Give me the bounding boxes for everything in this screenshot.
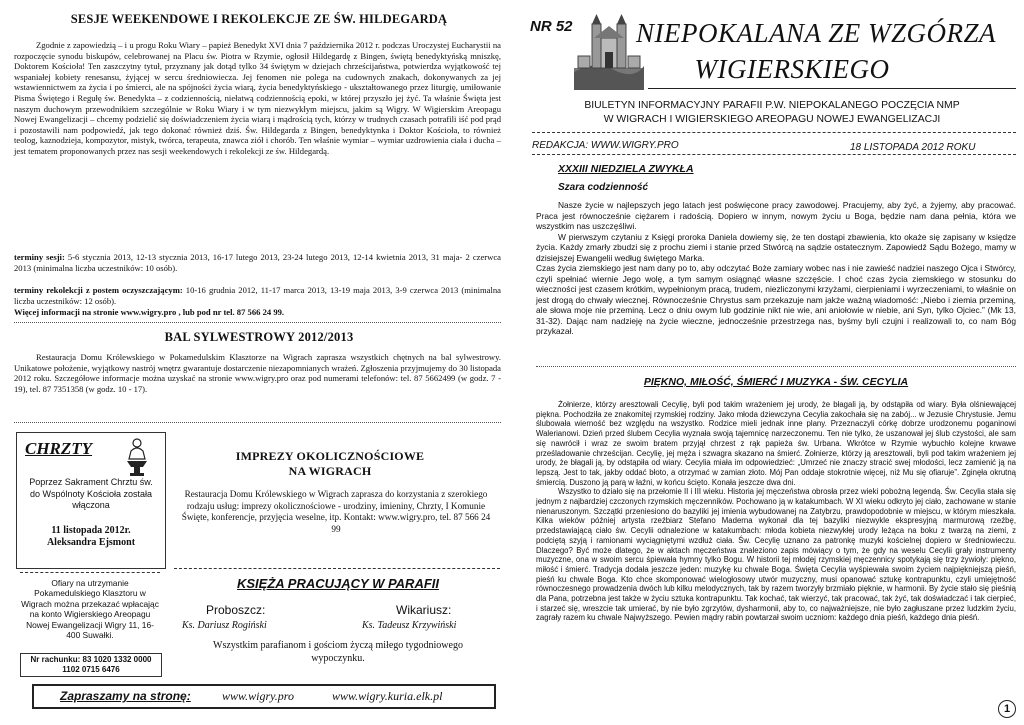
chrzty-title: CHRZTY (25, 439, 93, 458)
ksieza-greeting: Wszystkim parafianom i gościom życzą miłego tygodniowego wypoczynku. (213, 640, 463, 664)
sesje-title: SESJE WEEKENDOWE I REKOLEKCJE ZE ŚW. HILDEGARDĄ (70, 12, 448, 26)
sessions-label: terminy sesji: (14, 252, 65, 262)
cecylia-paragraph-1: Żołnierze, którzy aresztowali Cecylię, byli pod takim wrażeniem jej urody, że błagali ją, by odstąpiła od wiary. Była olśniewającej piękna. Pochodziła ze znakomitej rzymskiej rodziny. Jako młoda dziewczyna Cecylia zakochała się na zabój... w Jezusie Chrystusie. Jemu ślubowała wierność bez względu na wszystko. Rodzice mieli jednak inne plany. Przeznaczyli córkę dobrze urodzonemu poganinowi Walerianowi. Dzień przed ślubem Cecylia wyznała swoją tajemnicę narzeczonemu. Ten nie tylko, że uszanował jej ślub czystości, ale sam się nawrócił i wraz ze swoim bratem przyjął chrzest z rąk papieża św. Urbana. Wkrótce w Rzymie wybuchło kolejne krwawe prześladowanie chrześcijan. Cecylię, jej męża i szwagra skazano na śmierć. Żołnierze, którzy ją aresztowali, byli pod takim wrażeniem jej urody, że błagali ją, by odstąpiła od wiary. Cecylia miała im odpowiedzieć: „Umrzeć nie znaczy stracić swej młodości, lecz zamienić ją na lepszą. Jest to tak, jakby oddać błoto, a otrzymać w zamian złoto. Mój Pan oddaje stokrotnie więcej, niż Mu się ofiaruje”. Zginęła okrutną śmiercią. Duszono ją parą w łaźni, w końcu ścięto. Konała jeszcze dwa dni. (536, 400, 1016, 487)
niedziela-paragraph-2: W pierwszym czytaniu z Księgi proroka Daniela dowiemy się, że ten dostąpi zbawienia, kto okaże się zapisany w księdze życia. Każdy zmarły zbudzi się z prochu ziemi i stanie przed Stwórcą na sądzie ostatecznym. Zapowiedź Sądu Bożego, mamy w dzisiejszej Ewangelii według świętego Marka. (536, 231, 1016, 263)
cecylia-title: PIĘKNO, MIŁOŚĆ, ŚMIERĆ I MUZYKA - ŚW. CECYLIA (643, 376, 909, 388)
font-icon (121, 437, 153, 477)
divider (174, 568, 500, 569)
bal-body: Restauracja Domu Królewskiego w Pokamedulskim Klasztorze na Wigrach zaprasza wszystkich chętnych na bal sylwestrowy. Unikatowe położenie, wyjątkowy nastrój wnętrz gwarantuje dostarczenie niezapomnianych wrażeń. Zgłoszenia przyjmujemy do 30 listopada 2012 roku. Szczegółowe informacje można uzyskać na stronie www.wigry.pro oraz pod numerami telefonów: tel. 87 5662499 (w godz. 7 - 19), tel. 87 7351358 (w godz. 10 - 17). (14, 352, 501, 394)
retreat-label: terminy rekolekcji z postem oczyszczającym: (14, 285, 183, 295)
sesje-sessions (14, 252, 501, 273)
chrzty-date: 11 listopada 2012r. (51, 525, 131, 536)
sesje-body: Zgodnie z zapowiedzią – i u progu Roku Wiary – papież Benedykt XVI dnia 7 października 2012 r. podczas Uroczystej Eucharystii na rozpoczęcie synodu biskupów, celebrowanej na Placu św. Piotra w Rzymie, ogłosił Hildegardę z Bingen, świętą benedyktyńską mniszkę, Doktorem Kościoła! Ten zaszczytny tytuł, przyznany jak dotąd tylko 34 świętym w dziejach chrześcijaństwa, potwierdza wyjątkowość tej wspaniałej kobiety renesansu, żyjącej w sercu średniowiecza. Jej fenomen nie polega na cudownych znakach, dokonywanych za jej wstawiennictwem za życia i po śmierci, ale na spójności życia wiarą, życia benedyktyńskiego - ukształtowanego przez liturgię, umiłowanie Pisma Świętego i Regułę św. Benedykta – z codziennością, niełatwą codziennością epoki, w której przyszło jej żyć. Ta właśnie Święta jest naszym duchowym przewodnikiem szczególnie w Roku Wiary i w tym niezwykłym miejscu, jakim są Wigry. W Wigierskim Areopagu Nowej Ewangelizacji – chcemy podzielić się doświadczeniem życia wiarą i mądrością tych, którzy w trudnych czasach potrafili iść pod prąd i pozostawili nam podpowiedź, jak tego dokonać również dziś. Św. Hildegarda z Bingen, benedyktynka i Doktor Kościoła, to również teolog, kaznodzieja, kompozytor, mistyk, twórca, terapeuta, znawca ziół i chorób. Ten właśnie wymiar – wymiar uzdrowienia ciała i ducha – jest tematem proponowanych przez nas sesji weekendowych i rekolekcji ze św. Hildegardą. (14, 40, 501, 156)
niedziela-paragraph-3: Czas życia ziemskiego jest nam dany po to, aby odczytać Boże zamiary wobec nas i nie zawieść nadziei naszego Ojca i Stwórcy, czyli spełniać wiernie Jego wolę, a tym samym osiągnąć własne szczęście. I choć czas życia ziemskiego w stosunku do wieczności jest czasem krótkim, wypełnionym pracą, trudem, niezliczonymi krzyżami, cierpieniami i wyrzeczeniami, to właśnie on jest drogą do chwały wiecznej. Równocześnie Chrystus sam przekazuje nam jakże ważną wiadomość: „Niebo i ziemia przeminą, ale słowa moje nie przeminą. Lecz o dniu owym lub godzinie nikt nie wie, ani aniołowie w niebie, ani Syn, tylko Ojciec.” (Mk 13, 31-32). Dając nam nadzieję na życie wieczne, jednocześnie przestrzega nas, byśmy byli czujni i realizowali to, co nam Bóg przykazał. (536, 263, 1016, 336)
proboszcz-name: Ks. Dariusz Rogiński (182, 620, 267, 631)
redakcja: REDAKCJA: WWW.WIGRY.PRO (532, 140, 679, 151)
divider (536, 366, 1016, 367)
ofiary-account: Nr rachunku: 83 1020 1332 0000 1102 0715 6476 (20, 653, 162, 677)
issue-number: NR 52 (530, 18, 573, 35)
issue-date: 18 LISTOPADA 2012 ROKU (850, 142, 976, 153)
page-number: 1 (998, 700, 1016, 718)
niedziela-body (536, 200, 1016, 337)
sesje-more-info: Więcej informacji na stronie www.wigry.pro , lub pod nr tel. 87 566 24 99. (14, 307, 285, 317)
ofiary-body: Ofiary na utrzymanie Pokamedulskiego Klasztoru w Wigrach można przekazać wpłacając na konto Wigierskiego Areopagu Nowej Ewangelizacji Wigry 11, 16-400 Suwałki. (21, 578, 159, 641)
imprezy-title: IMPREZY OKOLICZNOŚCIOWE NA WIGRACH (235, 449, 425, 478)
masthead-rule (648, 88, 1016, 89)
cecylia-body (536, 400, 1016, 623)
niedziela-paragraph-1: Nasze życie w najlepszych jego latach jest poświęcone pracy zawodowej. Pracujemy, aby żyć, a żyjemy, aby pracować. Praca jest równocześnie ciężarem i radością. Dopiero w innym, nowym życiu u Boga, będzie nam dana pełnia, która we wszystkim nas uszczęśliwi. (536, 200, 1016, 231)
chrzty-name: Aleksandra Ejsmont (46, 537, 136, 548)
wikariusz-label: Wikariusz: (396, 603, 452, 617)
bal-title: BAL SYLWESTROWY 2012/2013 (164, 330, 354, 344)
divider (532, 132, 1016, 133)
divider (14, 322, 501, 323)
cecylia-paragraph-2: Wszystko to działo się na przełomie II i III wieku. Historia jej męczeństwa obrosła przez wieki pobożną legendą. Św. Cecylia stała się jednym z najbardziej czczonych rzymskich męczenników. Pochowano ją w katakumbach. W XI wieku odkryto jej ciało, zachowane w stanie nienaruszonym. Szczątki przeniesiono do bazyliki jej imienia wybudowanej na Zatybrzu, prawdopodobnie w miejscu, w którym mieszkała. Kilka wieków później artysta rzeźbiarz Stefano Maderna wykonał dla tej bazyliki niezwykle ekspresyjną marmurową rzeźbę, przedstawiającą ciało św. Cecylii odnalezione w katakumbach: młoda kobieta niezwykłej urody leżąca na boku z twarzą na ziemi, z podciętą szyją i ramionami wyciągniętymi wzdłuż ciała. Św. Cecylię uznano za patronkę muzyki kościelnej dopiero w średniowieczu. Dlaczego? Być może dlatego, że w aktach męczeństwa znaleziono zapis mówiący o tym, że gdy na weselu Cecylii grały instrumenty muzyczne, ona w swoim sercu śpiewała hymny tylko Bogu. W historii tej młodej rzymskiej męczennicy spotykają się trzy żywioły: piękno, miłość i śmierć. Tradycja dodała jeszcze jeden: muzykę ku chwale Boga. Święta Cecylia wyśpiewała swoim życiem najpiękniejszą pieśń, pieśń ku chwale Boga. Kto chce skomponować wielogłosowy utwór muzyczny, musi opanować sztukę kontrapunktu, czyli umiejętność równoczesnego prowadzenia dwóch lub kilku melodycznych, tak by razem tworzyły brzmiało pięknie, w harmonii. By życie stało się pieśnią dla Pana, potrzebna jest także w życiu sztuka kontrapunktu. Tak kochać, tak wierzyć, tak pracować, tak żyć, tak doświadczać i tak cierpieć, i starzeć się, wreszcie tak umierać, by nie było zgrzytów, dysharmonii, aby to, co najważniejsze, nie było zagłuszane przez ludzkim życiu, zagrały razem ku chwale Najwyższego. Pewien mądry rabin powtarzał swoim uczniom: każdego dnia pieśń, każdego dnia pieśń. (536, 487, 1016, 623)
footer-link-1[interactable]: www.wigry.pro (222, 689, 295, 703)
wikariusz-name: Ks. Tadeusz Krzywiński (362, 620, 457, 631)
masthead-subtitle-2: W WIGRACH I WIGIERSKIEGO AREOPAGU NOWEJ EWANGELIZACJI (603, 114, 941, 125)
ksieza-title: KSIĘŻA PRACUJĄCY W PARAFII (237, 576, 439, 591)
divider (14, 422, 501, 423)
sesje-retreats (14, 285, 501, 306)
footer-link-2[interactable]: www.wigry.kuria.elk.pl (332, 689, 443, 703)
masthead-subtitle-1: BIULETYN INFORMACYJNY PARAFII P.W. NIEPOKALANEGO POCZĘCIA NMP (584, 100, 960, 111)
footer-label: Zapraszamy na stronę: (60, 689, 191, 703)
divider (532, 154, 1016, 155)
imprezy-body: Restauracja Domu Królewskiego w Wigrach zaprasza do korzystania z szerokiego rodzaju usług: imprezy okolicznościowe - urodziny, imieniny, Chrzty, I Komunie Święte, konferencje, przyjęcia weselne, itp. Kontakt: www.wigry.pro, tel. 87 566 24 99 (181, 489, 491, 534)
niedziela-subtitle: Szara codzienność (558, 182, 649, 193)
retreat-text: 10-16 grudnia 2012, 11-17 marca 2013, 13-19 maja 2013, 3-9 czerwca 2013 (minimalna liczba uczestników: 12 osób). (14, 285, 502, 306)
masthead-title-line2: WIGIERSKIEGO (694, 54, 890, 84)
chrzty-body: Poprzez Sakrament Chrztu św. do Wspólnoty Kościoła została włączona (29, 477, 153, 510)
niedziela-title: XXXIII NIEDZIELA ZWYKŁA (558, 163, 694, 175)
chrzty-box (16, 432, 166, 569)
right-page (512, 0, 1024, 725)
proboszcz-label: Proboszcz: (206, 603, 266, 617)
masthead-title-line1: NIEPOKALANA ZE WZGÓRZA (635, 18, 997, 48)
website-footer (32, 684, 496, 709)
sessions-text: 5-6 stycznia 2013, 12-13 stycznia 2013, 16-17 lutego 2013, 23-24 lutego 2013, 12-14 kwietnia 2013, 31 maja- 2 czerwca 2013 (minimalna liczba uczestników: 10 osób). (14, 252, 501, 273)
divider (20, 572, 160, 573)
